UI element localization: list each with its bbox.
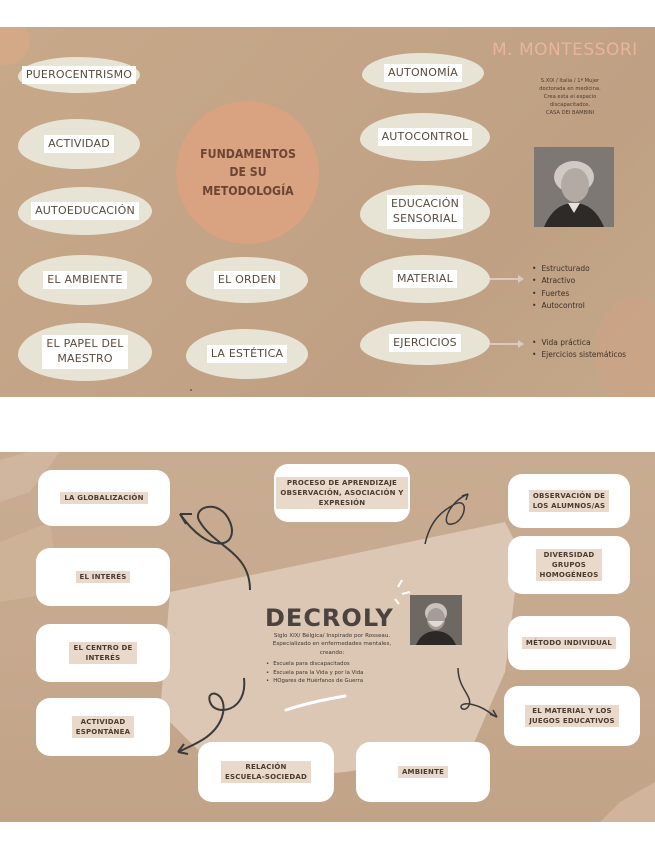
card-la-globalizacion xyxy=(38,470,170,526)
pill-autonomia xyxy=(362,53,484,93)
curved-arrow-icon xyxy=(178,678,244,752)
slide-montessori xyxy=(0,27,655,397)
pill-label: EL ORDEN xyxy=(214,271,280,290)
pill-material xyxy=(360,255,490,303)
decroly-info xyxy=(262,632,402,657)
curved-arrow-icon xyxy=(425,494,468,544)
pill-label: EJERCICIOS xyxy=(389,334,461,353)
pill-label: ACTIVIDAD xyxy=(44,135,114,154)
center-topic-title: FUNDAMENTOS DE SU METODOLOGÍA xyxy=(199,146,296,198)
info-line: Siglo XIX/ Bélgica/ Inspirado por Rosseau. xyxy=(273,633,391,639)
card-label: EL CENTRO DE INTERÉS xyxy=(69,642,136,664)
card-label: RELACIÓN ESCUELA-SOCIEDAD xyxy=(221,761,311,783)
pill-puerocentrismo xyxy=(18,57,140,93)
pill-label: AUTOCONTROL xyxy=(378,128,473,147)
pill-la-estetica xyxy=(186,329,308,379)
pill-label: EL AMBIENTE xyxy=(43,271,126,290)
pill-ejercicios xyxy=(360,321,490,365)
slide-decroly xyxy=(0,452,655,822)
montessori-title: M. MONTESSORI xyxy=(492,40,638,60)
pill-actividad xyxy=(18,119,140,169)
card-label: EL INTERÉS xyxy=(76,571,131,583)
pill-el-orden xyxy=(186,257,308,303)
bullet-item: • Estructurado xyxy=(532,263,590,275)
card-label: AMBIENTE xyxy=(398,766,448,778)
arrow-right-icon xyxy=(490,278,522,280)
pill-label: EDUCACIÓN SENSORIAL xyxy=(387,195,463,229)
pill-educacion-sensorial xyxy=(360,185,490,239)
list-item: • Escuela para la Vida y por la Vida xyxy=(266,669,363,678)
montessori-info xyxy=(520,77,620,117)
curved-arrow-icon xyxy=(180,507,250,590)
card-el-centro-de-interes xyxy=(36,624,170,682)
card-observacion-alumnos xyxy=(508,474,630,528)
list-item: • Escuela para discapacitados xyxy=(266,660,363,669)
card-label: OBSERVACIÓN DE LOS ALUMNOS/AS xyxy=(529,490,610,512)
card-label: LA GLOBALIZACIÓN xyxy=(60,492,147,504)
bullet-item: • Atractivo xyxy=(532,275,590,287)
decorative-blob xyxy=(0,27,30,65)
pill-autoeducacion xyxy=(18,187,152,235)
card-material-juegos xyxy=(504,686,640,746)
ejercicios-bullet-list xyxy=(532,337,626,362)
info-line: creando: xyxy=(319,649,345,656)
pill-label: AUTOEDUCACIÓN xyxy=(31,202,139,221)
info-line: CASA DEI BAMBINI xyxy=(545,110,595,117)
curved-arrow-icon xyxy=(458,668,497,717)
sparkle-icon xyxy=(395,580,410,604)
pill-label: PUEROCENTRISMO xyxy=(22,66,136,85)
bullet-item: • Vida práctica xyxy=(532,337,626,349)
center-topic-circle xyxy=(176,101,319,244)
material-bullet-list xyxy=(532,263,590,313)
card-diversidad-grupos xyxy=(508,536,630,594)
bullet-item: • Ejercicios sistemáticos xyxy=(532,349,626,361)
card-label: MÉTODO INDIVIDUAL xyxy=(522,637,616,649)
info-line: S.XIX / Italia / 1ª Mujer xyxy=(540,78,600,84)
info-line: Crea esta el espacio xyxy=(543,94,597,101)
info-line: discapacitados. xyxy=(549,102,591,109)
card-relacion-escuela-sociedad xyxy=(198,742,334,802)
card-el-interes xyxy=(36,548,170,606)
decroly-title: DECROLY xyxy=(265,604,394,632)
portrait-decroly xyxy=(410,595,462,645)
list-item: • HOgares de Huérfanos de Guerra xyxy=(266,677,363,686)
pill-label: LA ESTÉTICA xyxy=(207,345,287,364)
pill-label: AUTONOMÍA xyxy=(384,64,462,83)
bullet-item: • Fuertes xyxy=(532,288,590,300)
card-label: PROCESO DE APRENDIZAJE OBSERVACIÓN, ASOCIACIÓN Y EXPRESIÓN xyxy=(276,477,407,509)
info-line: doctorada en medicina. xyxy=(539,86,601,93)
bullet-item: • Autocontrol xyxy=(532,300,590,312)
arrow-right-icon xyxy=(490,343,522,345)
pill-el-ambiente xyxy=(18,255,152,305)
pill-label: EL PAPEL DEL MAESTRO xyxy=(42,335,127,369)
info-line: Especializado en enfermedades mentales, xyxy=(272,641,392,648)
portrait-montessori xyxy=(534,147,614,227)
card-ambiente xyxy=(356,742,490,802)
pill-autocontrol xyxy=(360,113,490,161)
pill-label: MATERIAL xyxy=(393,270,457,289)
card-actividad-espontanea xyxy=(36,698,170,756)
card-label: ACTIVIDAD ESPONTÁNEA xyxy=(72,716,134,738)
card-proceso-de-aprendizaje xyxy=(274,464,410,522)
decroly-list xyxy=(266,660,363,686)
card-label: EL MATERIAL Y LOS JUEGOS EDUCATIVOS xyxy=(525,705,619,727)
card-label: DIVERSIDAD GRUPOS HOMOGÉNEOS xyxy=(536,549,603,581)
card-metodo-individual xyxy=(508,616,630,670)
pill-el-papel-del-maestro xyxy=(18,323,152,381)
decorative-dot xyxy=(190,389,192,391)
